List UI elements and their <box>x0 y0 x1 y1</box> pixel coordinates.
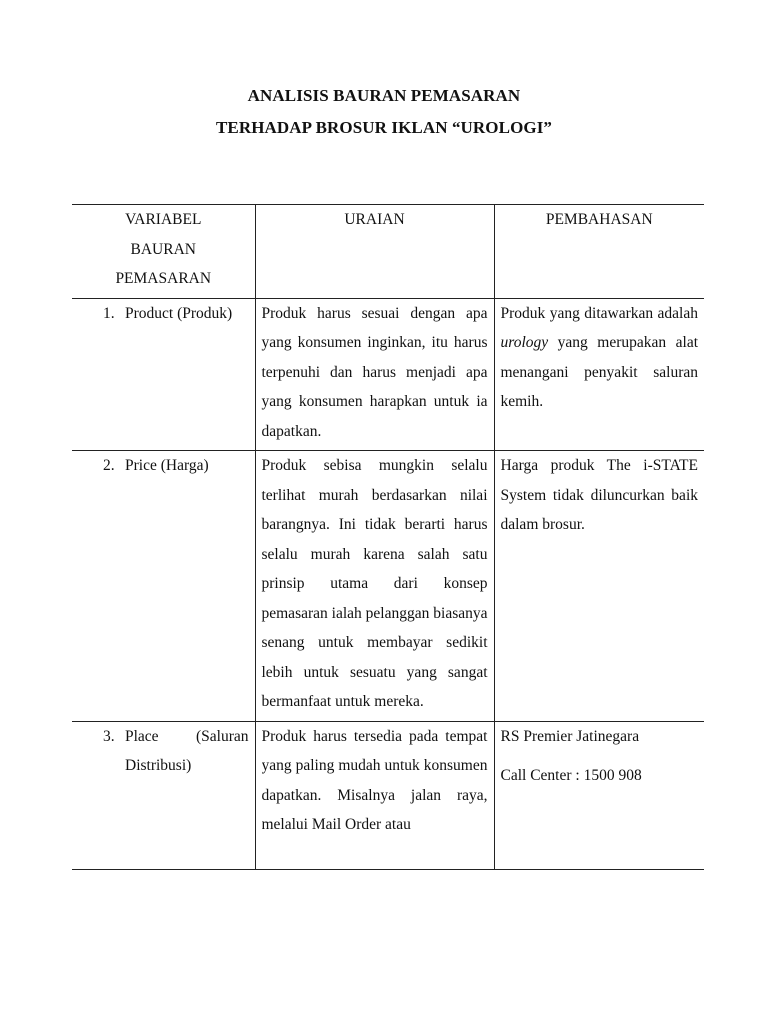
table-row <box>72 721 704 869</box>
uraian-cell: Produk harus sesuai dengan apa yang konsumen inginkan, itu harus terpenuhi dan harus menjadi apa yang konsumen harapkan untuk ia dapatkan. <box>255 298 494 451</box>
table-row <box>72 298 704 451</box>
pembahasan-cell <box>494 721 704 869</box>
table-header-row <box>72 205 704 299</box>
row-number: 3. <box>103 727 115 745</box>
pembahasan-cell <box>494 298 704 451</box>
row-number: 2. <box>103 457 115 474</box>
variable-cell <box>72 298 255 451</box>
pembahasan-text: Produk yang ditawarkan adalah <box>500 304 698 322</box>
pembahasan-text: yang merupakan alat menangani penyakit saluran kemih. <box>500 334 699 410</box>
table-row <box>72 451 704 722</box>
header-pembahasan: PEMBAHASAN <box>494 205 704 299</box>
pembahasan-call-center: Call Center : 1500 908 <box>500 767 642 784</box>
pembahasan-cell: Harga produk The i-STATE System tidak diluncurkan baik dalam brosur. <box>494 451 704 722</box>
variable-name: Product (Produk) <box>125 304 233 322</box>
uraian-cell: Produk sebisa mungkin selalu terlihat murah berdasarkan nilai barangnya. Ini tidak berarti harus selalu murah karena salah satu prinsip utama dari konsep pemasaran ialah pelanggan biasanya senang untuk membayar sedikit lebih untuk sesuatu yang sangat bermanfaat untuk mereka. <box>255 451 494 722</box>
variable-name: Price (Harga) <box>125 457 209 474</box>
marketing-mix-table <box>72 204 704 870</box>
row-number: 1. <box>103 304 115 322</box>
header-variabel: VARIABEL BAURAN PEMASARAN <box>72 205 255 299</box>
header-uraian: URAIAN <box>255 205 494 299</box>
uraian-cell <box>255 721 494 869</box>
pembahasan-italic-term: urology <box>500 334 549 351</box>
document-subtitle: TERHADAP BROSUR IKLAN “UROLOGI” <box>215 118 553 137</box>
variable-name: Place (Saluran Distribusi) <box>125 727 249 774</box>
variable-cell <box>72 451 255 722</box>
pembahasan-location: RS Premier Jatinegara <box>500 727 640 745</box>
variable-cell <box>72 721 255 869</box>
uraian-text: Produk harus tersedia pada tempat yang paling mudah untuk konsumen dapatkan. Misalnya jalan raya, melalui Mail Order atau <box>261 727 488 833</box>
document-title: ANALISIS BAURAN PEMASARAN <box>247 86 521 105</box>
